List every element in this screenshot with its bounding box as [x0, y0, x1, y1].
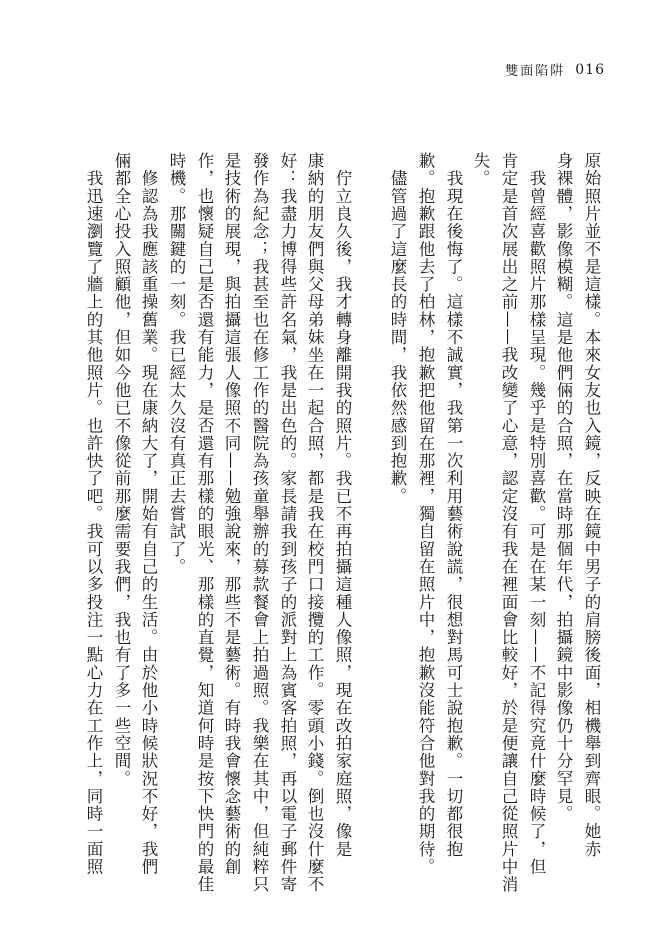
text-column: 儘管過了這麼長的時間，我依然感到抱歉。 — [388, 152, 407, 505]
text-column: 作，也懷疑自己是否還有能力，是否還有那樣的眼光、那樣的直覺，知道何時是按下快門的最佳 — [195, 152, 214, 894]
text-column: 身裸體，影像模糊。這是他們倆的合照，在當時那個年代，拍攝鏡中影像仍十分罕見。 — [554, 152, 573, 823]
page-number: 016 — [575, 61, 605, 78]
book-title: 雙面陷阱 — [505, 64, 566, 79]
text-column: 我迅速瀏覽了牆上的其他照片。也許快了吧。我可以多投注一點心力在工作上，同時一面照 — [84, 152, 103, 876]
running-header — [505, 60, 605, 79]
text-column: 倆都全心投入照顧他，但如今他已不像從前那麼需要我們，我也有了多一些空間。 — [112, 152, 131, 788]
text-column: 我現在後悔了。這樣不誠實，我第一次利用藝術說謊，很想對馬可士說抱歉。一切都很抱 — [444, 152, 463, 858]
text-column: 原始照片並不是這樣。本來女友也入鏡，反映在鏡中男子的肩膀後面，相機舉到齊眼。她赤 — [582, 152, 601, 858]
text-column: 是技術的展現，與拍攝這張人像照不同——勉強說來，那些不是藝術。有時我會懷念藝術的創 — [222, 152, 241, 876]
text-column: 發作為紀念；我甚至也在修工作的醫院為孩童舉辦的募款餐會上拍過照。我樂在其中，但純粹只 — [250, 152, 269, 894]
text-column: 佇立良久後，我才轉身離開我的照片。我已不再拍攝這種人像照，現在改拍家庭照，像是 — [333, 152, 352, 858]
text-column: 時機。那關鍵的一刻。我已經太久沒有真正去嘗試了。 — [167, 152, 186, 576]
text-column: 肯定是首次展出之前——我改變了心意，認定沒有我在裡面會比較好，於是便讓自己從照片中消 — [499, 152, 518, 894]
text-column: 歉。抱歉跟他去了柏林，抱歉把他留在那裡，獨自留在照片中，抱歉沒能符合他對我的期待。 — [416, 152, 435, 876]
text-column: 康納的朋友們與父母弟妹坐在一起合照，都是我在校門口接攬的工作。零頭小錢。倒也沒什麼不 — [305, 152, 324, 894]
text-column: 好：我盡力博得些許名氣，我是出色的。家長請我到孩子的派對上為賓客拍照，再以電子郵件寄 — [278, 152, 297, 894]
text-column: 修認為我應該重操舊業。現在康納大了，開始有自己的生活。由於他小時候狀況不好，我們 — [139, 152, 158, 876]
text-column: 失。 — [471, 152, 490, 188]
text-column: 我曾經喜歡照片那樣呈現。幾乎是特別喜歡。可是在某一刻——不記得究竟什麼時候了，但 — [527, 152, 546, 876]
